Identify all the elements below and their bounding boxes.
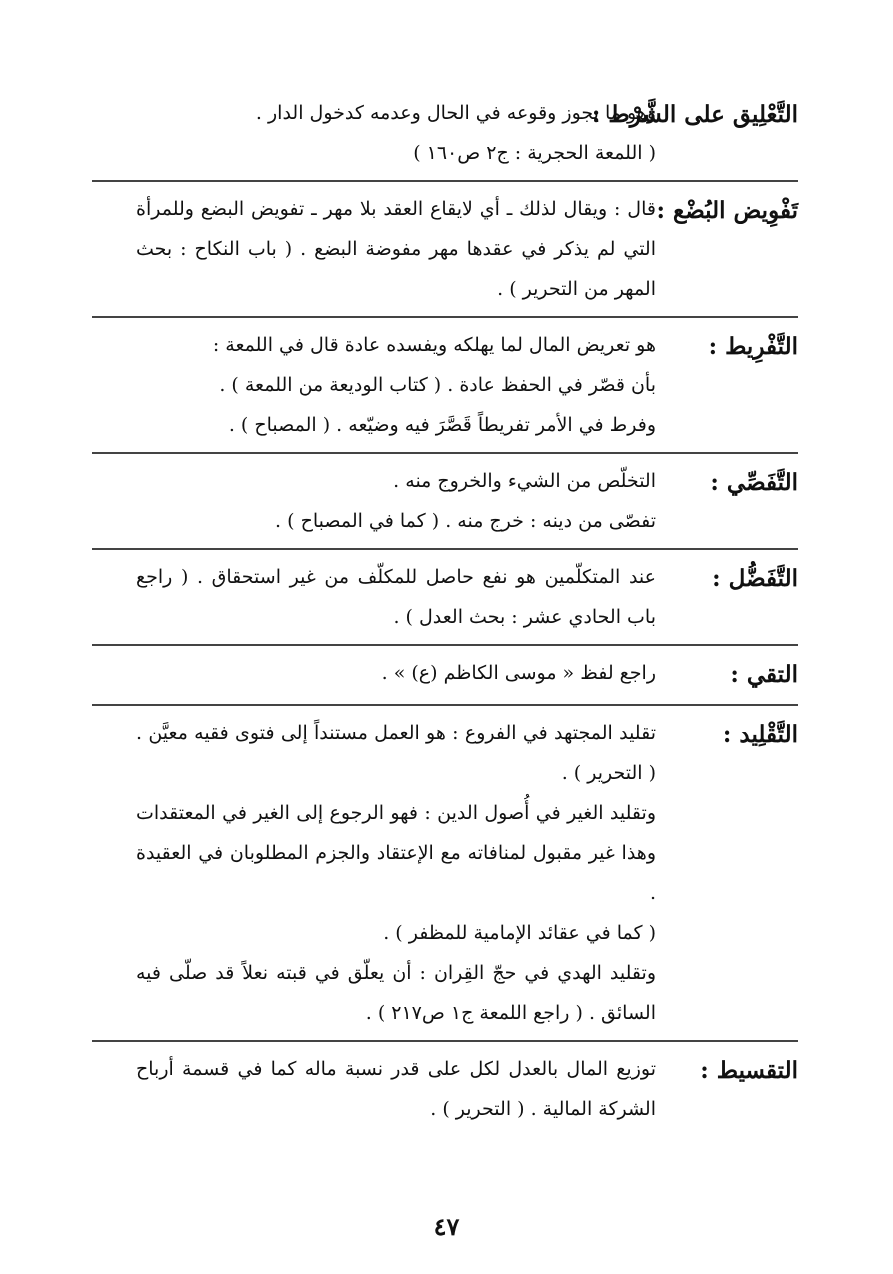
definition-line: ( اللمعة الحجرية : ج٢ ص١٦٠ ) — [413, 142, 656, 164]
entry-definition — [136, 713, 656, 1033]
entry-definition — [136, 189, 656, 309]
definition-line: بأن قصّر في الحفظ عادة . ( كتاب الوديعة من اللمعة ) . — [219, 374, 656, 396]
definition-line: تفصّى من دينه : خرج منه . ( كما في المصباح ) . — [275, 510, 656, 532]
glossary-entry — [92, 86, 798, 180]
definition-line: تقليد المجتهد في الفروع : هو العمل مستنداً إلى فتوى فقيه معيَّن . ( التحرير ) . — [136, 722, 656, 784]
glossary-entry — [92, 548, 798, 644]
glossary-entry — [92, 180, 798, 316]
glossary-entry — [92, 644, 798, 704]
definition-line: قال : ويقال لذلك ـ أي لايقاع العقد بلا مهر ـ تفويض البضع وللمرأة التي لم يذكر في عقدها مهر مفوضة البضع . ( باب النكاح : بحث المهر من التحرير ) . — [136, 198, 656, 300]
entry-term: التقسيط : — [700, 1057, 798, 1084]
entry-term: التَّفْرِيط : — [708, 333, 798, 360]
glossary-entry — [92, 704, 798, 1040]
definition-line: وفرط في الأمر تفريطاً قَصَّرَ فيه وضيّعه . ( المصباح ) . — [228, 414, 656, 436]
entry-term: التَّعْلِيق على الشَّرْط : — [591, 101, 798, 128]
glossary-entries — [92, 86, 798, 1136]
entry-definition — [136, 325, 656, 445]
definition-line: وتقليد الغير في أُصول الدين : فهو الرجوع إلى الغير في المعتقدات وهذا غير مقبول لمنافاته مع الإعتقاد والجزم المطلوبان في العقيدة . — [136, 802, 656, 904]
definition-line: هو تعريض المال لما يهلكه ويفسده عادة قال في اللمعة : — [212, 334, 656, 356]
entry-definition — [136, 653, 656, 693]
entry-definition — [136, 1049, 656, 1129]
definition-line: راجع لفظ « موسى الكاظم (ع) » . — [381, 662, 656, 684]
glossary-entry — [92, 1040, 798, 1136]
entry-term: التَّفَضُّل : — [712, 565, 798, 592]
definition-line: وهو ما يجوز وقوعه في الحال وعدمه كدخول الدار . — [255, 102, 656, 124]
page-number: ٤٧ — [433, 1212, 460, 1241]
entry-term: التقي : — [730, 661, 798, 688]
glossary-entry — [92, 452, 798, 548]
definition-line: وتقليد الهدي في حجّ القِران : أن يعلّق في قبته نعلاً قد صلّى فيه السائق . ( راجع اللمعة ج١ ص٢١٧ ) . — [136, 962, 656, 1024]
entry-definition — [136, 557, 656, 637]
glossary-entry — [92, 316, 798, 452]
entry-definition — [136, 461, 656, 541]
definition-line: توزيع المال بالعدل لكل على قدر نسبة ماله كما في قسمة أرباح الشركة المالية . ( التحرير ) . — [136, 1058, 656, 1120]
entry-term: التَّقْلِيد : — [722, 721, 798, 748]
entry-term: تَفْوِيض البُضْع : — [656, 197, 798, 224]
entry-term: التَّفَصِّي : — [710, 469, 798, 496]
entry-definition — [136, 93, 656, 173]
definition-line: ( كما في عقائد الإمامية للمظفر ) . — [383, 922, 656, 944]
definition-line: عند المتكلّمين هو نفع حاصل للمكلّف من غير استحقاق . ( راجع باب الحادي عشر : بحث العدل ) . — [136, 566, 656, 628]
definition-line: التخلّص من الشيء والخروج منه . — [393, 470, 656, 492]
